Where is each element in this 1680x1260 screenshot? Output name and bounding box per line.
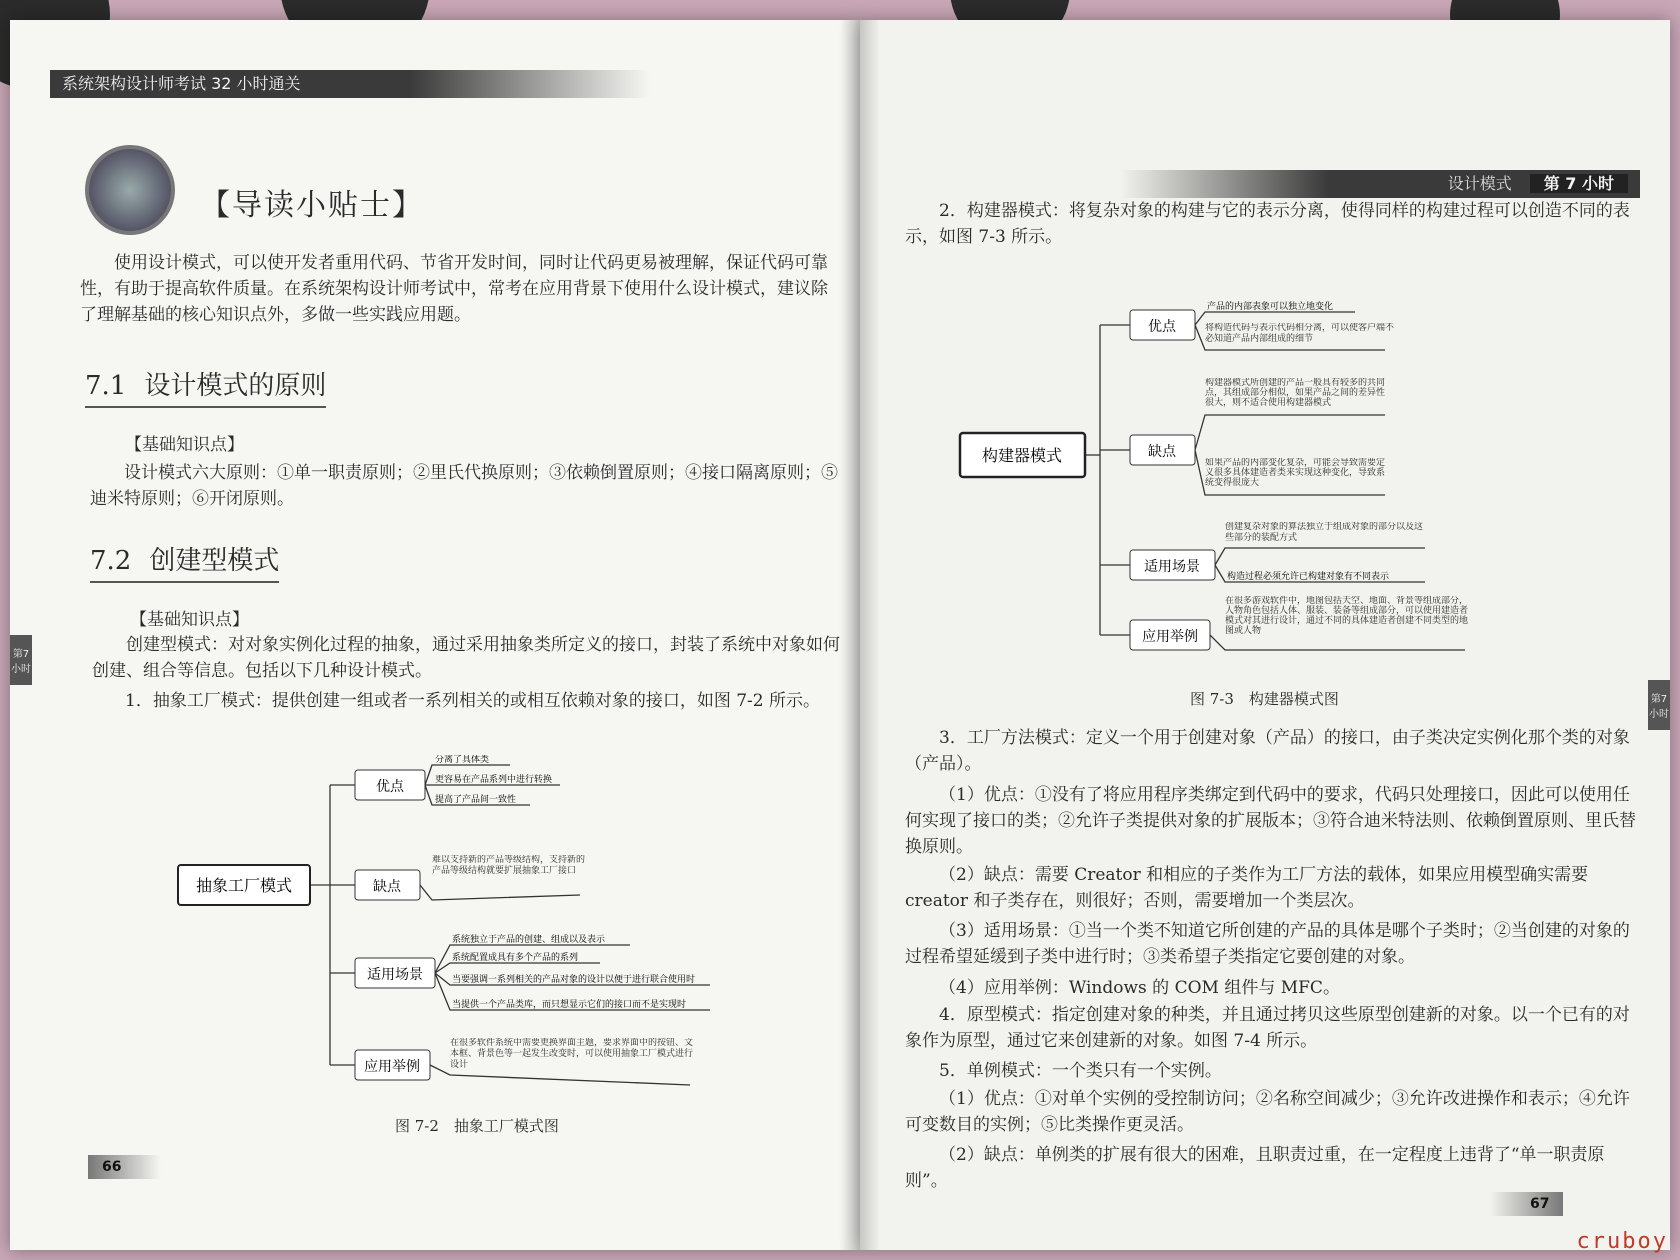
branch-label: 适用场景 [367,967,423,983]
left-side-tab: 第7小时 [10,635,32,685]
abstract-factory-item: 1．抽象工厂模式：提供创建一组或者一系列相关的或相互依赖对象的接口，如图 7-2 所示。 [125,691,820,711]
basics-subheading: 【基础知识点】 [125,435,244,455]
branch-label: 应用举例 [1142,629,1198,645]
singleton-item: 5．单例模式：一个类只有一个实例。 [939,1061,1222,1081]
creational-paragraph: 创建型模式：对对象实例化过程的抽象，通过采用抽象类所定义的接口，封装了系统中对象如何创建、组合等信息。包括以下几种设计模式。 [92,635,840,681]
leaf-text: 在很多游戏软件中，地图包括天空、地面、背景等组成部分，人物角色包括人体、服装、装备等组成部分，可以使用建造者模式对其进行设计，通过不同的具体建造者创建不同类型的地图或人物 [1225,596,1469,636]
factory-method-example: （4）应用举例：Windows 的 COM 组件与 MFC。 [939,978,1340,998]
section-title: 创建型模式 [149,546,280,576]
leaf-text: 当提供一个产品类库，而只想显示它们的接口而不是实现时 [452,1000,687,1010]
prototype-item: 4．原型模式：指定创建对象的种类，并且通过拷贝这些原型创建新的对象。以一个已有的对象作为原型，通过它来创建新的对象。如图 7-4 所示。 [905,1005,1630,1051]
factory-method-item: 3．工厂方法模式：定义一个用于创建对象（产品）的接口，由子类决定实例化那个类的对象（产品）。 [905,728,1630,774]
section-7-2-heading [90,540,279,583]
tips-title: 【导读小贴士】 [200,188,424,223]
leaf-text: 产品的内部表象可以独立地变化 [1207,302,1334,312]
page-number-66: 66 [88,1155,161,1179]
builder-mindmap [955,290,1515,680]
leaf-text: 系统配置成具有多个产品的系列 [452,953,579,963]
right-page-header [1120,170,1640,198]
right-page [860,20,1670,1250]
leaf-text: 构建器模式所创建的产品一般具有较多的共同点，其组成部分相似，如果产品之间的差异性很大，则不适合使用构建器模式 [1205,378,1386,408]
leaf-text: 难以支持新的产品等级结构，支持新的产品等级结构就要扩展抽象工厂接口 [432,855,586,876]
tips-emblem-icon [85,145,175,235]
branch-label: 缺点 [373,879,401,895]
section-7-1-heading [85,365,326,408]
factory-method-cons: （2）缺点：需要 Creator 和相应的子类作为工厂方法的载体，如果应用模型确实需要 creator 和子类存在，则很好；否则，需要增加一个类层次。 [905,865,1589,911]
basics-subheading: 【基础知识点】 [130,610,249,630]
branch-label: 优点 [1148,319,1176,335]
figure-7-3-caption: 图 7-3 构建器模式图 [1190,690,1339,708]
leaf-text: 将构造代码与表示代码相分离，可以使客户端不必知道产品内部组成的细节 [1205,323,1395,344]
leaf-text: 当要强调一系列相关的产品对象的设计以便于进行联合使用时 [452,975,696,985]
right-side-tab: 第7小时 [1648,680,1670,730]
factory-method-scenarios: （3）适用场景：①当一个类不知道它所创建的产品的具体是哪个子类时；②当创建的对象的过程希望延缓到子类中进行时；③类希望子类指定它要创建的对象。 [905,921,1630,967]
header-hour-tag: 第 7 小时 [1530,174,1628,193]
intro-paragraph: 使用设计模式，可以使开发者重用代码、节省开发时间，同时让代码更易被理解，保证代码可靠性，有助于提高软件质量。在系统架构设计师考试中，常考在应用背景下使用什么设计模式，建议除了理解基础的核心知识点外，多做一些实践应用题。 [80,253,828,325]
book-gutter [840,20,880,1250]
branch-label: 缺点 [1148,444,1176,460]
left-page-header: 系统架构设计师考试 32 小时通关 [50,70,650,98]
left-page [10,20,860,1250]
mindmap-root: 抽象工厂模式 [195,876,293,895]
leaf-text: 在很多软件系统中需要更换界面主题，要求界面中的按钮、文本框、背景色等一起发生改变时，可以使用抽象工厂模式进行设计 [450,1038,694,1070]
abstract-factory-mindmap [170,755,810,1095]
leaf-text: 如果产品的内部变化复杂，可能会导致需要定义很多具体建造者类来实现这种变化，导致系统变得很庞大 [1205,458,1386,488]
book-spread [10,20,1670,1250]
branch-label: 优点 [376,779,404,795]
principles-paragraph: 设计模式六大原则：①单一职责原则；②里氏代换原则；③依赖倒置原则；④接口隔离原则；⑤迪米特原则；⑥开闭原则。 [90,463,838,509]
leaf-text: 提高了产品间一致性 [435,795,517,805]
section-number: 7.1 [85,371,127,401]
header-chapter-tag: 设计模式 [1447,174,1512,193]
page-number-67: 67 [1490,1192,1563,1216]
builder-item: 2．构建器模式：将复杂对象的构建与它的表示分离，使得同样的构建过程可以创造不同的表示，如图 7-3 所示。 [905,201,1630,247]
branch-label: 应用举例 [364,1059,420,1075]
leaf-text: 构造过程必须允许已构建对象有不同表示 [1227,572,1390,582]
singleton-cons: （2）缺点：单例类的扩展有很大的困难，且职责过重，在一定程度上违背了“单一职责原则”。 [905,1145,1605,1191]
leaf-text: 更容易在产品系列中进行转换 [435,775,553,785]
leaf-text: 创建复杂对象的算法独立于组成对象的部分以及这些部分的装配方式 [1225,522,1424,543]
section-number: 7.2 [90,546,132,576]
watermark-text: cruboy [1576,1229,1668,1254]
leaf-text: 系统独立于产品的创建、组成以及表示 [452,935,606,945]
figure-7-2-caption: 图 7-2 抽象工厂模式图 [395,1117,559,1135]
mindmap-root: 构建器模式 [981,446,1063,465]
branch-label: 适用场景 [1144,559,1200,575]
leaf-text: 分离了具体类 [435,755,490,765]
factory-method-pros: （1）优点：①没有了将应用程序类绑定到代码中的要求，代码只处理接口，因此可以使用任何实现了接口的类；②允许子类提供对象的扩展版本；③符合迪米特法则、依赖倒置原则、里氏替换原则。 [905,785,1636,857]
section-title: 设计模式的原则 [144,371,327,401]
singleton-pros: （1）优点：①对单个实例的受控制访问；②名称空间减少；③允许改进操作和表示；④允许可变数目的实例；⑤比类操作更灵活。 [905,1089,1630,1135]
